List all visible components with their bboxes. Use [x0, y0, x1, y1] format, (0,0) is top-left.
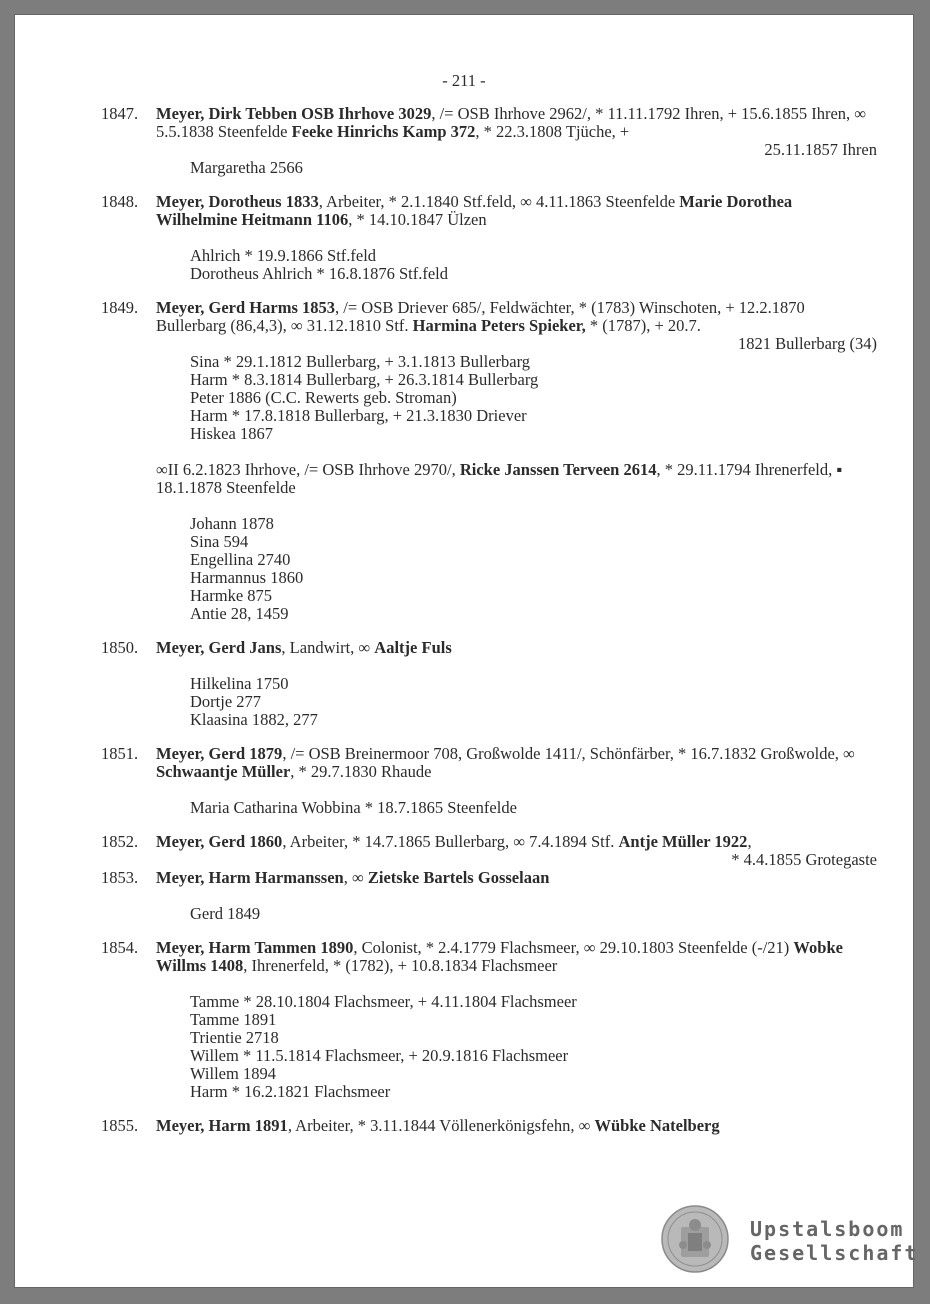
entry-details: , /= OSB Breinermoor 708, Großwolde 1411/, Schönfärber, * 16.7.1832 Großwolde, ∞	[282, 744, 855, 763]
marriage-details: ∞II 6.2.1823 Ihrhove, /= OSB Ihrhove 2970/,	[156, 460, 460, 479]
person-name: Meyer, Harm 1891	[156, 1116, 288, 1135]
child-line: Sina * 29.1.1812 Bullerbarg, + 3.1.1813 Bullerbarg	[190, 352, 531, 371]
child-line: Hiskea 1867	[190, 424, 273, 443]
entry-details: , Landwirt, ∞	[281, 638, 375, 657]
spouse-details: , * 29.7.1830 Rhaude	[290, 762, 432, 781]
entry-number: 1848.	[101, 192, 139, 211]
spouse-name: Harmina Peters Spieker,	[412, 316, 586, 335]
child-line: Hilkelina 1750	[190, 674, 289, 693]
entry-1847	[101, 105, 877, 177]
entry-number: 1853.	[101, 868, 139, 887]
page-number: - 211 -	[442, 71, 486, 90]
entry-number: 1855.	[101, 1116, 139, 1135]
brand-line-1: Upstalsboom	[750, 1217, 905, 1241]
child-line: Peter 1886 (C.C. Rewerts geb. Stroman)	[190, 388, 457, 407]
entry-number: 1851.	[101, 744, 139, 763]
child-line: Dortje 277	[190, 692, 262, 711]
entry-1855	[101, 1117, 877, 1135]
entry-number: 1850.	[101, 638, 139, 657]
spouse-name: Zietske Bartels Gosselaan	[367, 868, 550, 887]
child-line: Tamme 1891	[190, 1010, 277, 1029]
spouse-details: , Ihrenerfeld, * (1782), + 10.8.1834 Flachsmeer	[243, 956, 558, 975]
child-line: Engellina 2740	[190, 550, 291, 569]
entry-1851	[101, 745, 877, 817]
child-line: Gerd 1849	[190, 904, 261, 923]
entry-details: , /= OSB Ihrhove 2962/, * 11.11.1792 Ihren, + 15.6.1855 Ihren, ∞ 5.5.1838 Steenfelde	[156, 104, 867, 141]
entry-1849	[101, 299, 877, 623]
child-line: Harm * 17.8.1818 Bullerbarg, + 21.3.1830 Driever	[190, 406, 527, 425]
document-page	[15, 15, 919, 1287]
person-name: Meyer, Dirk Tebben OSB Ihrhove 3029	[156, 104, 432, 123]
child-line: Maria Catharina Wobbina * 18.7.1865 Steenfelde	[190, 798, 517, 817]
child-line: Harm * 8.3.1814 Bullerbarg, + 26.3.1814 Bullerbarg	[190, 370, 539, 389]
entry-details: , Colonist, * 2.4.1779 Flachsmeer, ∞ 29.10.1803 Steenfelde (-/21)	[353, 938, 794, 957]
entry-1853	[101, 869, 877, 923]
genealogy-entries	[101, 105, 877, 1151]
child-line: Trientie 2718	[190, 1028, 279, 1047]
entry-number: 1854.	[101, 938, 139, 957]
spouse-name: Wobke Willms 1408	[156, 938, 843, 975]
spouse-name: Ricke Janssen Terveen 2614	[459, 460, 657, 479]
child-line: Johann 1878	[190, 514, 274, 533]
child-line: Sina 594	[190, 532, 249, 551]
second-marriage	[101, 461, 877, 497]
child-line: Margaretha 2566	[190, 158, 303, 177]
person-name: Meyer, Harm Tammen 1890	[156, 938, 354, 957]
child-line: Tamme * 28.10.1804 Flachsmeer, + 4.11.1804 Flachsmeer	[190, 992, 577, 1011]
child-line: Willem * 11.5.1814 Flachsmeer, + 20.9.1816 Flachsmeer	[190, 1046, 569, 1065]
spouse-details: , * 22.3.1808 Tjüche, +	[475, 122, 630, 141]
spouse-name: Antje Müller 1922	[618, 832, 748, 851]
entry-tail: 1821 Bullerbarg (34)	[737, 334, 877, 353]
entry-1850	[101, 639, 877, 729]
entry-number: 1847.	[101, 104, 139, 123]
person-name: Meyer, Gerd Harms 1853	[156, 298, 336, 317]
child-line: Ahlrich * 19.9.1866 Stf.feld	[190, 246, 377, 265]
person-name: Meyer, Gerd 1879	[156, 744, 283, 763]
entry-details: , Arbeiter, * 3.11.1844 Völlenerkönigsfehn, ∞	[287, 1116, 595, 1135]
entry-1852	[101, 833, 877, 869]
spouse-name: Aaltje Fuls	[374, 638, 452, 657]
entry-details: , ∞	[343, 868, 368, 887]
society-seal-icon	[661, 1205, 729, 1273]
spouse-name: Feeke Hinrichs Kamp 372	[291, 122, 476, 141]
child-line: Dorotheus Ahlrich * 16.8.1876 Stf.feld	[190, 264, 449, 283]
spouse-details: * (1787), + 20.7.	[585, 316, 701, 335]
spouse-details: ,	[747, 832, 752, 851]
person-name: Meyer, Gerd 1860	[156, 832, 283, 851]
child-line: Harmke 875	[190, 586, 273, 605]
entry-1848	[101, 193, 877, 283]
entry-1854	[101, 939, 877, 1101]
spouse-name: Schwaantje Müller	[156, 762, 291, 781]
entry-details: , Arbeiter, * 14.7.1865 Bullerbarg, ∞ 7.4.1894 Stf.	[282, 832, 619, 851]
child-line: Antie 28, 1459	[190, 604, 289, 623]
entry-details: , Arbeiter, * 2.1.1840 Stf.feld, ∞ 4.11.1863 Steenfelde	[318, 192, 680, 211]
person-name: Meyer, Gerd Jans	[156, 638, 282, 657]
child-line: Klaasina 1882, 277	[190, 710, 318, 729]
entry-details: , /= OSB Driever 685/, Feldwächter, * (1783) Winschoten, + 12.2.1870 Bullerbarg (86,4,3), ∞ 31.12.1810 Stf.	[156, 298, 805, 335]
person-name: Meyer, Dorotheus 1833	[156, 192, 319, 211]
spouse-details: , * 29.11.1794 Ihrenerfeld, ▪ 18.1.1878 Steenfelde	[156, 460, 843, 497]
spouse-name: Wübke Natelberg	[594, 1116, 720, 1135]
brand-line-2: Gesellschaft	[750, 1241, 919, 1265]
entry-number: 1849.	[101, 298, 139, 317]
person-name: Meyer, Harm Harmanssen	[156, 868, 344, 887]
entry-tail: * 4.4.1855 Grotegaste	[731, 850, 877, 869]
child-line: Willem 1894	[190, 1064, 276, 1083]
spouse-name: Marie Dorothea Wilhelmine Heitmann 1106	[156, 192, 793, 229]
child-line: Harmannus 1860	[190, 568, 304, 587]
child-line: Harm * 16.2.1821 Flachsmeer	[190, 1082, 391, 1101]
entry-number: 1852.	[101, 832, 139, 851]
spouse-details: , * 14.10.1847 Ülzen	[348, 210, 487, 229]
society-brand	[750, 1217, 919, 1265]
entry-tail: 25.11.1857 Ihren	[764, 140, 877, 159]
